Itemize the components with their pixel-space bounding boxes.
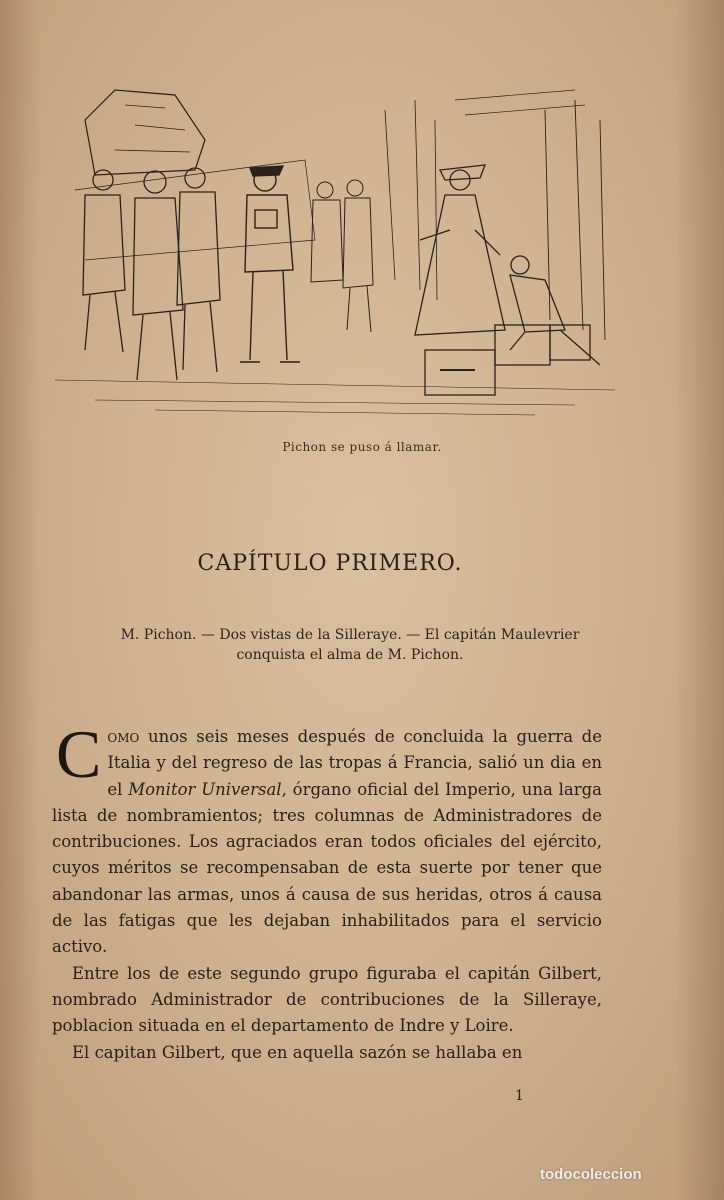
watermark-logo: todocoleccion	[540, 1166, 642, 1183]
summary-line: M. Pichon. — Dos vistas de la Silleraye. — El capitán Maulevrier	[120, 627, 580, 643]
engraving-illustration	[55, 80, 620, 420]
page-shadow-left	[0, 0, 40, 1200]
first-word: omo	[107, 727, 140, 746]
chapter-body	[52, 716, 603, 1066]
paragraph-text: unos seis meses después de concluida la guerra de Italia y del regreso de las tropas á Francia, salió un dia en el	[107, 727, 602, 799]
page-shadow-right	[674, 0, 724, 1200]
paragraph-text: , órgano oficial del Imperio, una larga lista de nombramientos; tres columnas de Administradores de contribuciones. Los agraciados eran todos oficiales del ejército, cuyos méritos se recompensaban de esta suerte por tener que abandonar las armas, unos á causa de sus heridas, otros á causa de las fatigas que les dejaban inhabilitados para el servicio activo.	[52, 779, 603, 957]
drop-cap: C	[56, 716, 102, 792]
summary-line: conquista el alma de M. Pichon.	[236, 647, 464, 663]
newspaper-title: Monitor Universal	[128, 779, 282, 799]
chapter-summary	[80, 625, 620, 665]
page-number: 1	[515, 1088, 524, 1104]
paragraph: Entre los de este segundo grupo figuraba el capitán Gilbert, nombrado Administrador de contribuciones de la Silleraye, poblacion situada en el departamento de Indre y Loire.	[52, 963, 602, 1036]
paragraph: El capitan Gilbert, que en aquella sazón se hallaba en	[72, 1042, 523, 1062]
illustration-caption: Pichon se puso á llamar.	[282, 440, 442, 454]
chapter-title: CAPÍTULO PRIMERO.	[197, 551, 463, 576]
paragraph	[52, 716, 603, 961]
